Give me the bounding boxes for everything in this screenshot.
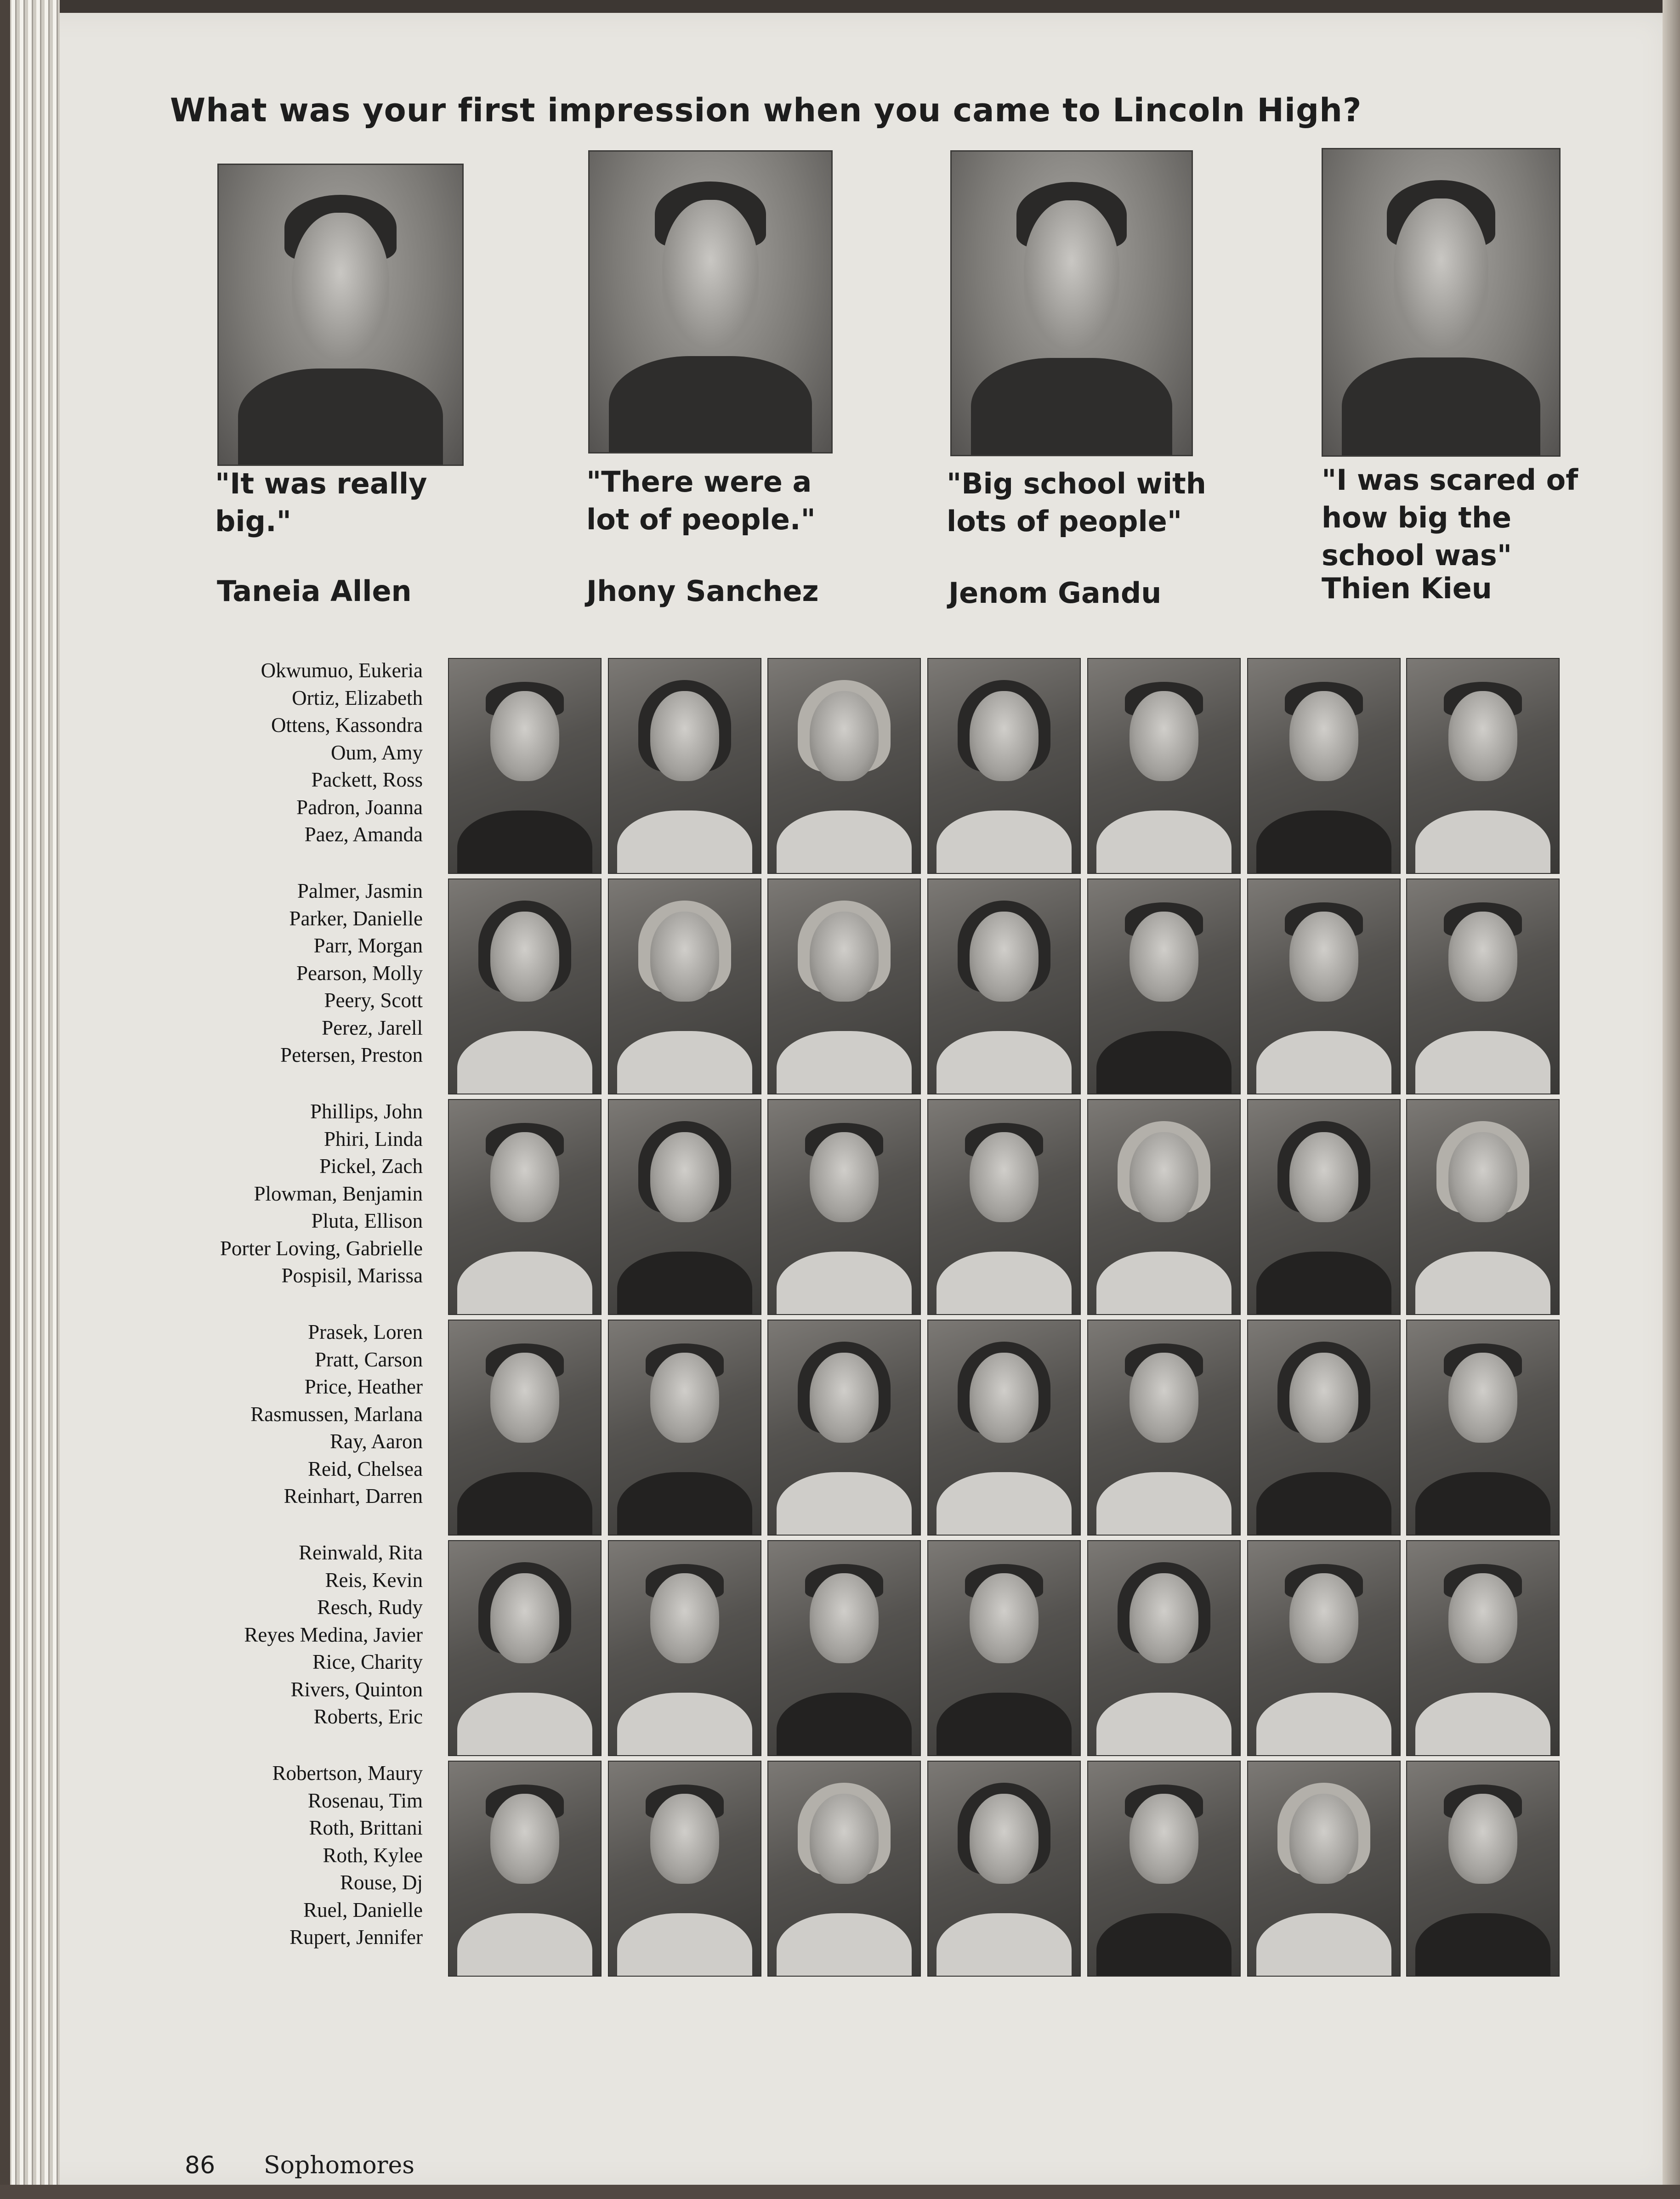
section-title: Sophomores: [264, 2152, 414, 2179]
student-name: Reinwald, Rita: [299, 1541, 423, 1564]
student-portrait: [928, 879, 1080, 1094]
student-name: Roth, Kylee: [323, 1843, 423, 1867]
student-name: Prasek, Loren: [308, 1321, 423, 1343]
student-portrait: [928, 659, 1080, 873]
student-name: Rosenau, Tim: [307, 1789, 423, 1812]
name-list-row-1: [165, 657, 423, 849]
student-name: Rasmussen, Marlana: [250, 1402, 423, 1426]
student-name: Rivers, Quinton: [290, 1678, 423, 1701]
student-portrait: [1407, 1762, 1559, 1976]
feature-name-3: Jenom Gandu: [948, 576, 1162, 610]
student-name: Porter Loving, Gabrielle: [220, 1236, 423, 1260]
feature-quote-4: "I was scared of how big the school was": [1322, 463, 1578, 572]
top-edge: [0, 0, 1680, 13]
student-portrait: [1248, 1541, 1400, 1755]
feature-name-2: Jhony Sanchez: [586, 574, 819, 608]
name-list-row-5: [165, 1539, 423, 1731]
student-name: Roth, Brittani: [309, 1816, 423, 1839]
student-name: Phillips, John: [310, 1100, 423, 1123]
student-name: Padron, Joanna: [296, 795, 423, 819]
student-portrait: [1248, 1321, 1400, 1535]
student-name: Pickel, Zach: [319, 1155, 423, 1178]
student-portrait: [1248, 879, 1400, 1094]
student-name: Resch, Rudy: [317, 1596, 423, 1619]
student-portrait: [449, 1762, 601, 1976]
student-name: Packett, Ross: [311, 768, 423, 791]
student-name: Reinhart, Darren: [284, 1485, 423, 1508]
student-portrait: [609, 1762, 761, 1976]
binding-shadow: [0, 0, 10, 2199]
student-name: Okwumuo, Eukeria: [261, 659, 423, 682]
student-portrait: [449, 659, 601, 873]
feature-name-4: Thien Kieu: [1322, 572, 1492, 605]
student-name: Perez, Jarell: [322, 1016, 423, 1039]
student-name: Parker, Danielle: [289, 907, 423, 930]
student-portrait: [1407, 1100, 1559, 1314]
feature-photo-2: [588, 150, 833, 453]
student-name: Pospisil, Marissa: [281, 1264, 423, 1287]
student-portrait: [768, 879, 920, 1094]
student-portrait: [768, 1321, 920, 1535]
name-list-row-4: [165, 1319, 423, 1510]
feature-name-1: Taneia Allen: [217, 574, 412, 608]
student-portrait: [449, 1100, 601, 1314]
feature-photo-4: [1322, 148, 1561, 457]
feature-quote-3: "Big school with lots of people": [947, 467, 1206, 538]
student-portrait: [928, 1321, 1080, 1535]
student-name: Pluta, Ellison: [311, 1209, 423, 1232]
student-name: Ottens, Kassondra: [271, 714, 423, 737]
student-portrait: [1407, 659, 1559, 873]
page-number: 86: [185, 2152, 216, 2179]
student-portrait: [928, 1541, 1080, 1755]
student-portrait: [1248, 1100, 1400, 1314]
student-name: Phiri, Linda: [324, 1127, 423, 1151]
student-portrait: [1407, 1541, 1559, 1755]
student-name: Petersen, Preston: [280, 1043, 423, 1066]
student-portrait: [768, 1100, 920, 1314]
feature-photo-3: [950, 150, 1193, 456]
student-name: Peery, Scott: [324, 989, 423, 1012]
student-name: Ruel, Danielle: [303, 1898, 423, 1921]
student-portrait: [1088, 659, 1240, 873]
student-name: Pearson, Molly: [296, 961, 423, 985]
student-name: Rupert, Jennifer: [289, 1926, 423, 1949]
student-name: Rice, Charity: [312, 1650, 423, 1673]
page-headline: What was your first impression when you came to Lincoln High?: [170, 91, 1362, 129]
student-name: Paez, Amanda: [304, 823, 423, 846]
student-name: Pratt, Carson: [315, 1348, 423, 1371]
student-name: Reyes Medina, Javier: [244, 1623, 423, 1646]
student-portrait: [609, 1321, 761, 1535]
student-name: Ortiz, Elizabeth: [292, 686, 423, 709]
student-portrait: [1088, 1541, 1240, 1755]
student-portrait: [928, 1100, 1080, 1314]
student-portrait: [449, 1321, 601, 1535]
student-portrait: [609, 879, 761, 1094]
student-name: Price, Heather: [304, 1375, 423, 1398]
student-name: Ray, Aaron: [329, 1430, 423, 1453]
student-name: Plowman, Benjamin: [254, 1182, 423, 1205]
student-portrait: [449, 879, 601, 1094]
student-portrait: [768, 1541, 920, 1755]
name-list-row-2: [165, 878, 423, 1069]
feature-quote-1: "It was really big.": [215, 467, 427, 538]
student-portrait: [1088, 879, 1240, 1094]
student-portrait: [1248, 1762, 1400, 1976]
student-name: Roberts, Eric: [313, 1705, 423, 1728]
student-name: Oum, Amy: [330, 741, 423, 764]
student-portrait: [449, 1541, 601, 1755]
name-list-row-6: [165, 1760, 423, 1951]
student-portrait: [609, 1100, 761, 1314]
student-portrait: [768, 1762, 920, 1976]
student-portrait: [1407, 1321, 1559, 1535]
student-portrait: [609, 659, 761, 873]
student-name: Reis, Kevin: [325, 1568, 423, 1592]
student-portrait: [1088, 1100, 1240, 1314]
bottom-edge: [0, 2185, 1680, 2199]
student-name: Rouse, Dj: [340, 1871, 423, 1894]
student-name: Parr, Morgan: [313, 934, 423, 957]
student-portrait: [609, 1541, 761, 1755]
student-name: Palmer, Jasmin: [297, 879, 423, 902]
right-edge: [1663, 0, 1680, 2199]
feature-photo-1: [217, 164, 464, 466]
student-portrait: [1407, 879, 1559, 1094]
name-list-row-3: [165, 1098, 423, 1290]
student-portrait: [1248, 659, 1400, 873]
student-portrait: [1088, 1321, 1240, 1535]
student-portrait: [1088, 1762, 1240, 1976]
feature-quote-2: "There were a lot of people.": [586, 465, 816, 536]
student-portrait: [928, 1762, 1080, 1976]
student-name: Robertson, Maury: [272, 1762, 423, 1785]
student-name: Reid, Chelsea: [308, 1457, 423, 1480]
student-portrait: [768, 659, 920, 873]
